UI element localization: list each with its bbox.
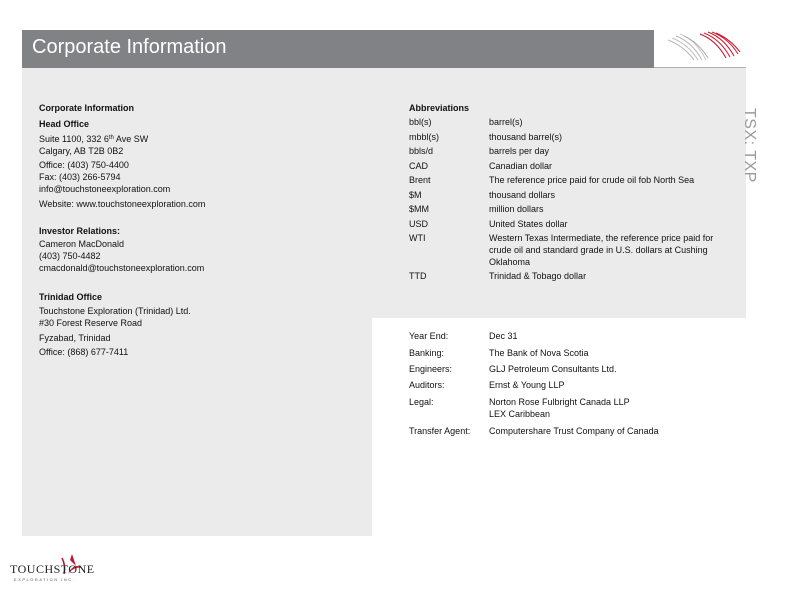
abbr-definition: The reference price paid for crude oil fob North Sea bbox=[489, 175, 695, 185]
ticker-label bbox=[741, 108, 792, 188]
abbr-definition: Western Texas Intermediate, the reference price paid for crude oil and standard grade in U.S. dollars at Cushing Oklahoma bbox=[489, 233, 714, 267]
touchstone-logo bbox=[10, 552, 140, 592]
abbr-term: $MM bbox=[409, 204, 429, 214]
abbr-definition: barrels per day bbox=[489, 146, 550, 156]
detail-label: Transfer Agent: bbox=[409, 426, 471, 436]
abbr-definition: thousand dollars bbox=[489, 190, 556, 200]
detail-value: Ernst & Young LLP bbox=[489, 380, 565, 390]
trinidad-company: Touchstone Exploration (Trinidad) Ltd. bbox=[39, 306, 191, 316]
abbr-definition: Trinidad & Tobago dollar bbox=[489, 271, 587, 281]
address-line1-end: Ave SW bbox=[113, 134, 149, 144]
head-office-phone: Office: (403) 750-4400 bbox=[39, 160, 129, 170]
detail-value: Dec 31 bbox=[489, 331, 518, 341]
trinidad-address-line2: Fyzabad, Trinidad bbox=[39, 333, 111, 343]
address-superscript: th bbox=[108, 135, 114, 141]
abbr-definition: barrel(s) bbox=[489, 117, 523, 127]
detail-value: Norton Rose Fulbright Canada LLP bbox=[489, 397, 630, 407]
abbr-definition: United States dollar bbox=[489, 219, 568, 229]
head-office-label: Head Office bbox=[39, 119, 90, 129]
head-office-address-line1 bbox=[39, 132, 148, 145]
head-office-address-line2: Calgary, AB T2B 0B2 bbox=[39, 146, 124, 156]
contact-heading: Corporate Information bbox=[39, 103, 135, 113]
investor-contact-name: Cameron MacDonald bbox=[39, 239, 125, 249]
abbr-term: mbbl(s) bbox=[409, 132, 440, 142]
page-title: Corporate Information bbox=[32, 36, 227, 58]
trinidad-address-line1: #30 Forest Reserve Road bbox=[39, 318, 143, 328]
investor-contact-phone: (403) 750-4482 bbox=[39, 251, 101, 261]
detail-label: Legal: bbox=[409, 397, 434, 407]
abbr-term: TTD bbox=[409, 271, 427, 281]
abbr-term: CAD bbox=[409, 161, 429, 171]
head-office-email[interactable]: info@touchstoneexploration.com bbox=[39, 184, 171, 194]
logo-tagline: EXPLORATION INC. bbox=[14, 577, 76, 582]
detail-value: The Bank of Nova Scotia bbox=[489, 348, 589, 358]
detail-label: Engineers: bbox=[409, 364, 453, 374]
abbr-term: bbl(s) bbox=[409, 117, 432, 127]
swoosh-logo-icon bbox=[664, 30, 744, 64]
abbr-term: bbls/d bbox=[409, 146, 434, 156]
abbreviations-heading: Abbreviations bbox=[409, 103, 470, 113]
detail-label: Year End: bbox=[409, 331, 449, 341]
abbr-term: Brent bbox=[409, 175, 431, 185]
detail-value: Computershare Trust Company of Canada bbox=[489, 426, 659, 436]
abbr-term: USD bbox=[409, 219, 429, 229]
trinidad-phone: Office: (868) 677-7411 bbox=[39, 347, 129, 357]
title-bar bbox=[22, 30, 654, 68]
investor-relations-label: Investor Relations: bbox=[39, 226, 121, 236]
abbr-definition: Canadian dollar bbox=[489, 161, 553, 171]
abbr-definition: thousand barrel(s) bbox=[489, 132, 563, 142]
investor-contact-email[interactable]: cmacdonald@touchstoneexploration.com bbox=[39, 263, 205, 273]
abbr-definition: million dollars bbox=[489, 204, 544, 214]
head-office-website[interactable]: Website: www.touchstoneexploration.com bbox=[39, 199, 206, 209]
ticker-text: TSX: TXP bbox=[741, 108, 758, 183]
trinidad-office-label: Trinidad Office bbox=[39, 292, 103, 302]
abbr-term: $M bbox=[409, 190, 422, 200]
detail-value: GLJ Petroleum Consultants Ltd. bbox=[489, 364, 617, 374]
head-office-fax: Fax: (403) 266-5794 bbox=[39, 172, 121, 182]
detail-label: Banking: bbox=[409, 348, 445, 358]
address-line1-main: Suite 1100, 332 6 bbox=[39, 134, 109, 144]
abbr-term: WTI bbox=[409, 233, 426, 243]
detail-label: Auditors: bbox=[409, 380, 445, 390]
logo-wordmark: TOUCHSTONE bbox=[10, 562, 95, 576]
detail-value-secondary: LEX Caribbean bbox=[489, 409, 551, 419]
